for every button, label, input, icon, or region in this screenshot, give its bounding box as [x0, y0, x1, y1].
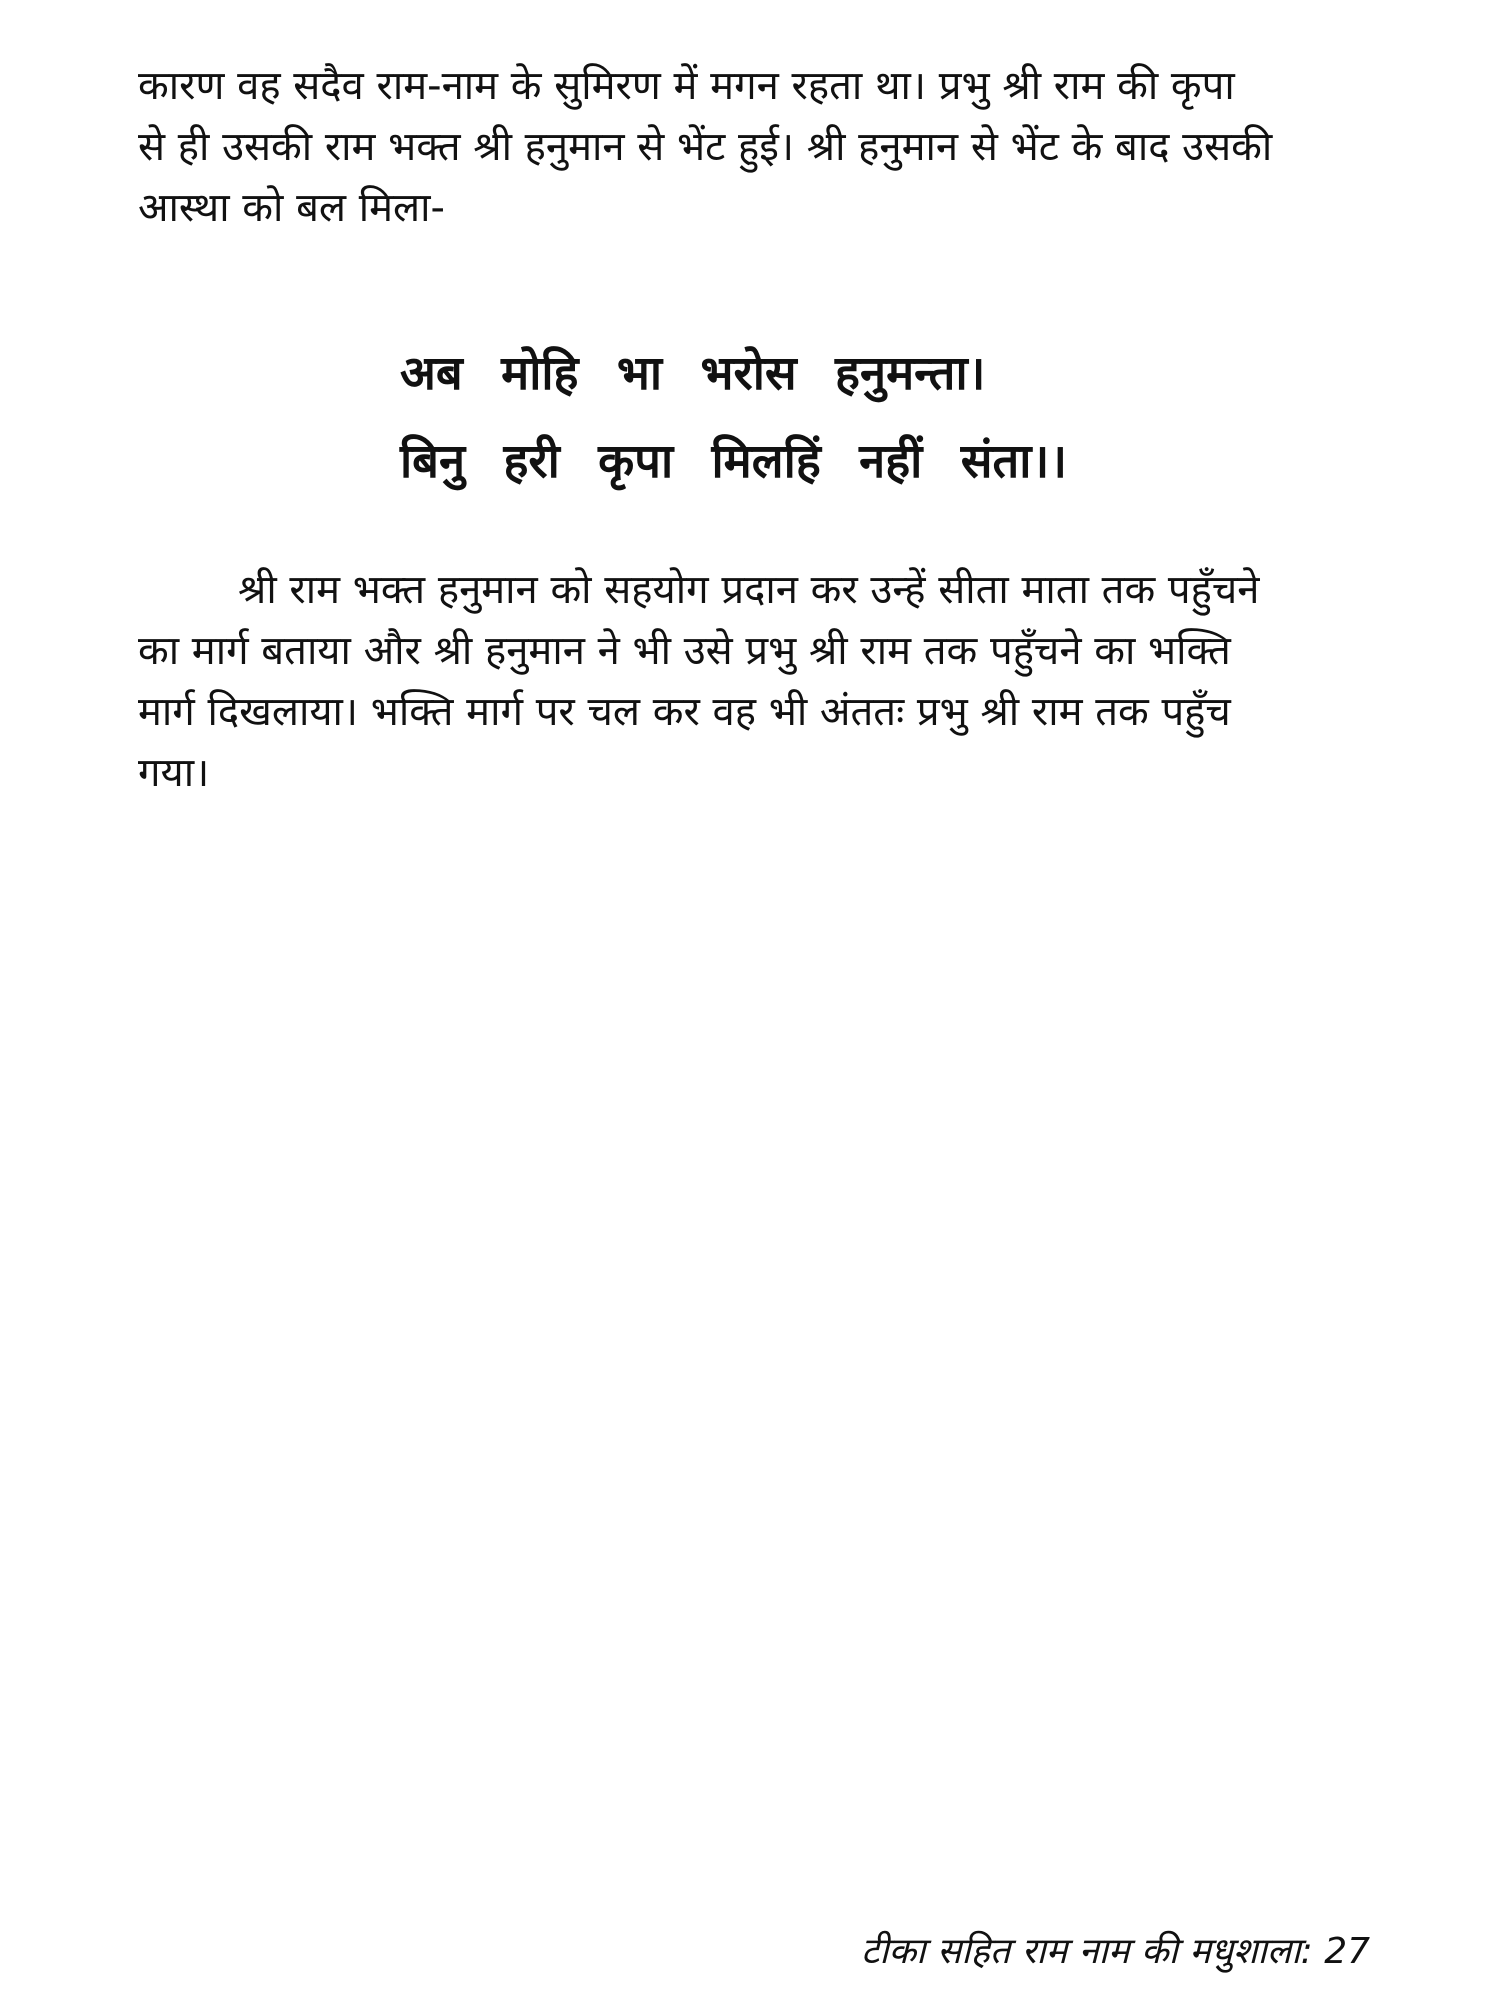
page-footer — [861, 1925, 1370, 1974]
paragraph-2-line-1: श्री राम भक्त हनुमान को सहयोग प्रदान कर उन्हें सीता माता तक पहुँचने — [238, 567, 1260, 613]
body-paragraph-2 — [138, 560, 1378, 804]
paragraph-2-line-3: मार्ग दिखलाया। भक्ति मार्ग पर चल कर वह भी अंततः प्रभु श्री राम तक पहुँच — [138, 689, 1231, 735]
page-number: 27 — [1324, 1931, 1370, 1972]
paragraph-2-line-2: का मार्ग बताया और श्री हनुमान ने भी उसे प्रभु श्री राम तक पहुँचने का भक्ति — [138, 628, 1231, 674]
running-title: टीका सहित राम नाम की मधुशाला: — [861, 1931, 1313, 1972]
paragraph-1-line-3: आस्था को बल मिला- — [138, 185, 445, 231]
verse-line-1: अब मोहि भा भरोस हनुमन्ता। — [400, 346, 986, 401]
body-paragraph-1 — [138, 56, 1378, 239]
verse-block — [400, 330, 1160, 506]
verse-line-2: बिनु हरी कृपा मिलहिं नहीं संता।। — [400, 434, 1068, 489]
paragraph-2-line-4: गया। — [138, 750, 210, 796]
paragraph-1-line-2: से ही उसकी राम भक्त श्री हनुमान से भेंट हुई। श्री हनुमान से भेंट के बाद उसकी — [138, 124, 1273, 170]
paragraph-1-line-1: कारण वह सदैव राम-नाम के सुमिरण में मगन रहता था। प्रभु श्री राम की कृपा — [138, 63, 1235, 109]
